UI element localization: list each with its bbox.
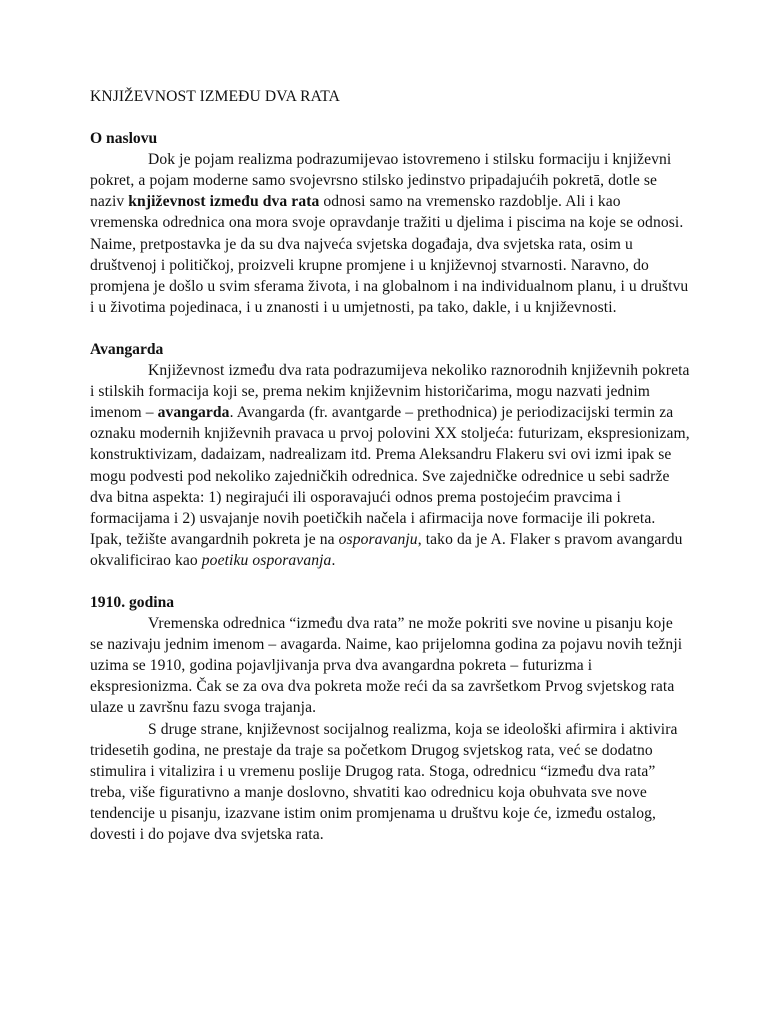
section-heading: O naslovu (90, 130, 158, 148)
paragraph (90, 360, 690, 571)
bold-term: književnost između dva rata (128, 193, 320, 211)
document-body (90, 86, 690, 866)
section-avangarda (90, 339, 690, 571)
text-run: Dok je pojam realizma podrazumijevao istovremeno i stilsku formaciju i književni pokret, a pojam moderne samo svojevrsno stilsko jedinstvo pripadajućih pokretā, dotle se naziv (90, 151, 672, 211)
text-run: . (331, 551, 336, 569)
text-run: , tako da je A. Flaker s pravom avangardu okvalificirao kao (90, 530, 683, 569)
section-heading: Avangarda (90, 340, 164, 358)
text-run: . Avangarda (fr. avantgarde – prethodnica) je periodizacijski termin za oznaku modernih književnih pravaca u prvoj polovini XX stoljeća: futurizam, ekspresionizam, konstruktivizam, dadaizam, nadrealizam itd. Prema Aleksandru Flakeru svi ovi izmi ipak se mogu podvesti pod nekoliko zajedničkih odrednica. Sve zajedničke odrednice u sebi sadrže dva bitna aspekta: 1) negirajući ili osporavajući odnos prema postojećim pravcima i formacijama i 2) usvajanje novih poetičkih načela i afirmacija nove formacije ili pokreta. Ipak, težište avangardnih pokreta je na (90, 404, 690, 548)
italic-term: osporavanju (338, 530, 418, 548)
bold-term: avangarda (157, 404, 230, 422)
section-1910-godina (90, 592, 690, 845)
paragraph (90, 149, 690, 318)
text-run: odnosi samo na vremensko razdoblje. Ali i kao vremenska odrednica ona mora svoje opravdanje tražiti u djelima i piscima na koje se odnosi. Naime, pretpostavka je da su dva najveća svjetska događaja, dva svjetska rata, osim u društvenoj i političkoj, proizveli krupne promjene i u književnoj stvarnosti. Naravno, do promjena je došlo u svim sferama života, i na globalnom i na individualnom planu, i u društvu i u životima pojedinaca, i u znanosti i u umjetnosti, pa tako, dakle, i u književnosti. (90, 193, 689, 316)
paragraph: Vremenska odrednica “između dva rata” ne može pokriti sve novine u pisanju koje se nazivaju jednim imenom – avagarda. Naime, kao prijelomna godina za pojavu novih težnji uzima se 1910, godina pojavljivanja prva dva avangardna pokreta – futurizma i ekspresionizma. Čak se za ova dva pokreta može reći da sa završetkom Prvog svjetskog rata ulaze u završnu fazu svoga trajanja. (90, 615, 683, 717)
section-heading: 1910. godina (90, 593, 175, 611)
document-title: KNJIŽEVNOST IZMEĐU DVA RATA (90, 88, 340, 105)
italic-term: poetiku osporavanja (201, 551, 332, 569)
text-run: Književnost između dva rata podrazumijeva nekoliko raznorodnih književnih pokreta i stilskih formacija koji se, prema nekim književnim historičarima, mogu nazvati jednim imenom – (90, 362, 690, 422)
section-o-naslovu (90, 128, 690, 318)
paragraph: S druge strane, književnost socijalnog realizma, koja se ideološki afirmira i aktivira tridesetih godina, ne prestaje da traje sa početkom Drugog svjetskog rata, već se dodatno stimulira i vitalizira i u vremenu poslije Drugog rata. Stoga, odrednicu “između dva rata” treba, više figurativno a manje doslovno, shvatiti kao odrednicu koja obuhvata sve nove tendencije u pisanju, izazvane istim onim promjenama u društvu koje će, između ostalog, dovesti i do pojave dva svjetska rata. (90, 720, 678, 843)
